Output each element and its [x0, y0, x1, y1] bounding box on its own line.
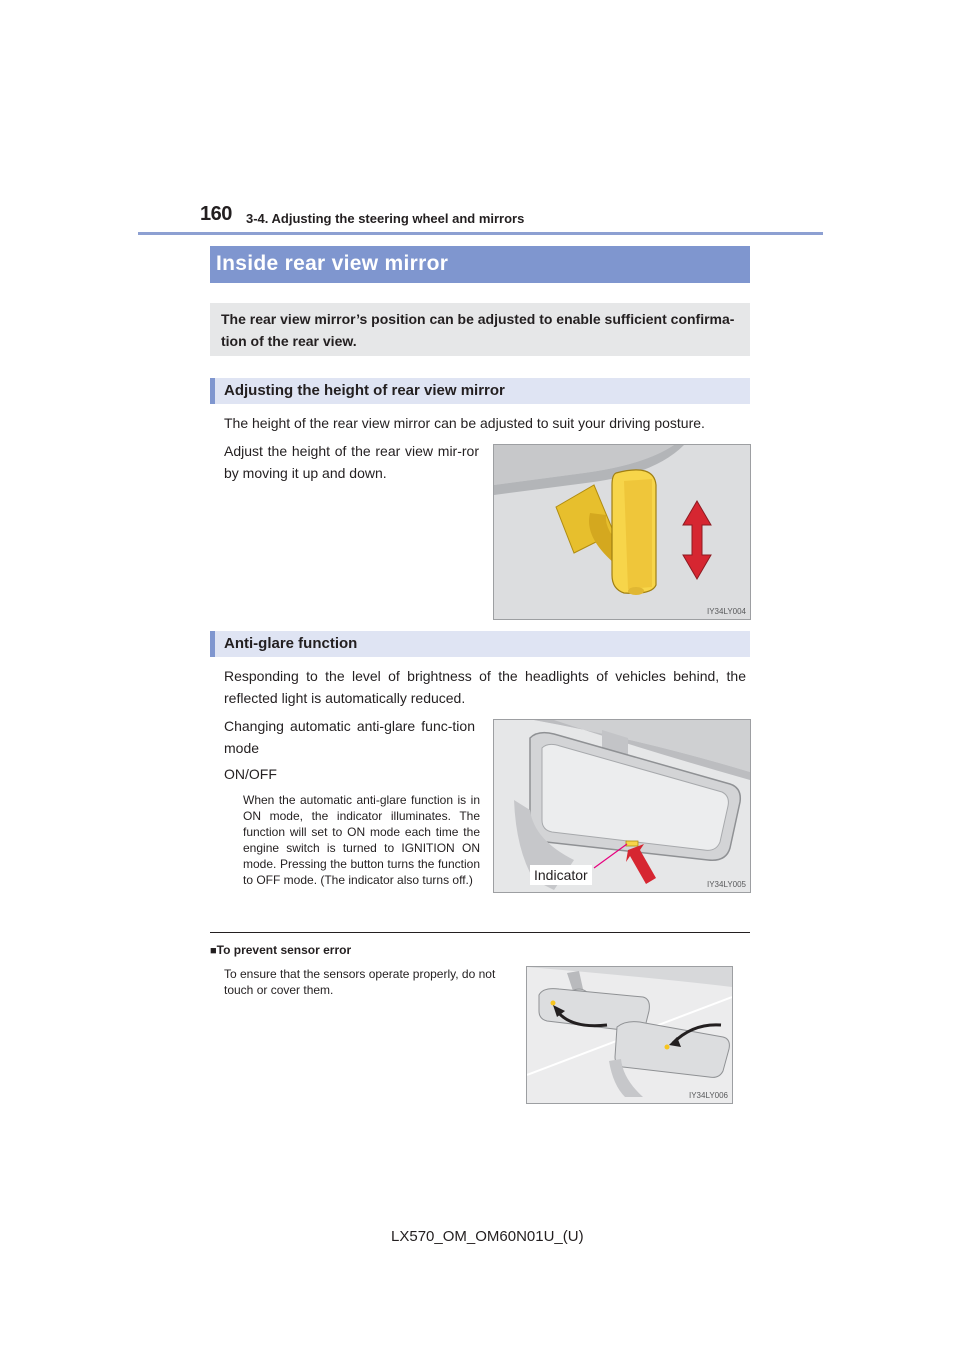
antiglare-text: Responding to the level of brightness of the headlights of vehicles behind, the reflected light is automatically reduced. [224, 668, 746, 706]
mirror-height-illustration [494, 445, 750, 619]
mirror-height-figure [493, 444, 751, 620]
antiglare-heading: Anti-glare function [224, 635, 358, 652]
square-bullet-icon: ■ [210, 945, 217, 957]
sensor-heading-row [210, 943, 351, 957]
page-title-bar [210, 246, 750, 283]
intro-box [210, 303, 750, 356]
section-divider [210, 932, 750, 933]
page-number: 160 [200, 203, 232, 225]
height-instruction: Adjust the height of the rear view mir-ror by moving it up and down. [224, 443, 479, 481]
figure-code: IY34LY006 [689, 1091, 728, 1100]
height-text: The height of the rear view mirror can be adjusted to suit your driving posture. [224, 415, 705, 431]
intro-text: The rear view mirror’s position can be adjusted to enable sufficient confirma-tion of the rear view. [221, 311, 735, 349]
sensor-figure [526, 966, 733, 1104]
page-title: Inside rear view mirror [216, 252, 449, 275]
height-heading: Adjusting the height of rear view mirror [224, 382, 505, 399]
section-header: 3-4. Adjusting the steering wheel and mirrors [246, 211, 525, 226]
figure-code: IY34LY005 [707, 880, 746, 889]
figure-code: IY34LY004 [707, 607, 746, 616]
antiglare-note: When the automatic anti-glare function is in ON mode, the indicator illuminates. The function will set to ON mode each time the engine switch is turned to IGNITION ON mode. Pressing the button turns the function to OFF mode. (The indicator also turns off.) [243, 793, 480, 887]
page-footer: LX570_OM_OM60N01U_(U) [391, 1228, 584, 1245]
header-rule [138, 232, 823, 235]
sensor-illustration [527, 967, 732, 1103]
sensor-text: To ensure that the sensors operate properly, do not touch or cover them. [224, 967, 496, 997]
antiglare-mode-label: Changing automatic anti-glare func-tion mode [224, 718, 475, 756]
on-off-label: ON/OFF [224, 766, 277, 782]
up-down-arrow-icon [683, 501, 711, 579]
antiglare-heading-bar [210, 631, 750, 657]
antiglare-figure [493, 719, 751, 893]
height-heading-bar [210, 378, 750, 404]
sensor-heading: To prevent sensor error [216, 943, 352, 957]
indicator-label: Indicator [530, 865, 592, 885]
